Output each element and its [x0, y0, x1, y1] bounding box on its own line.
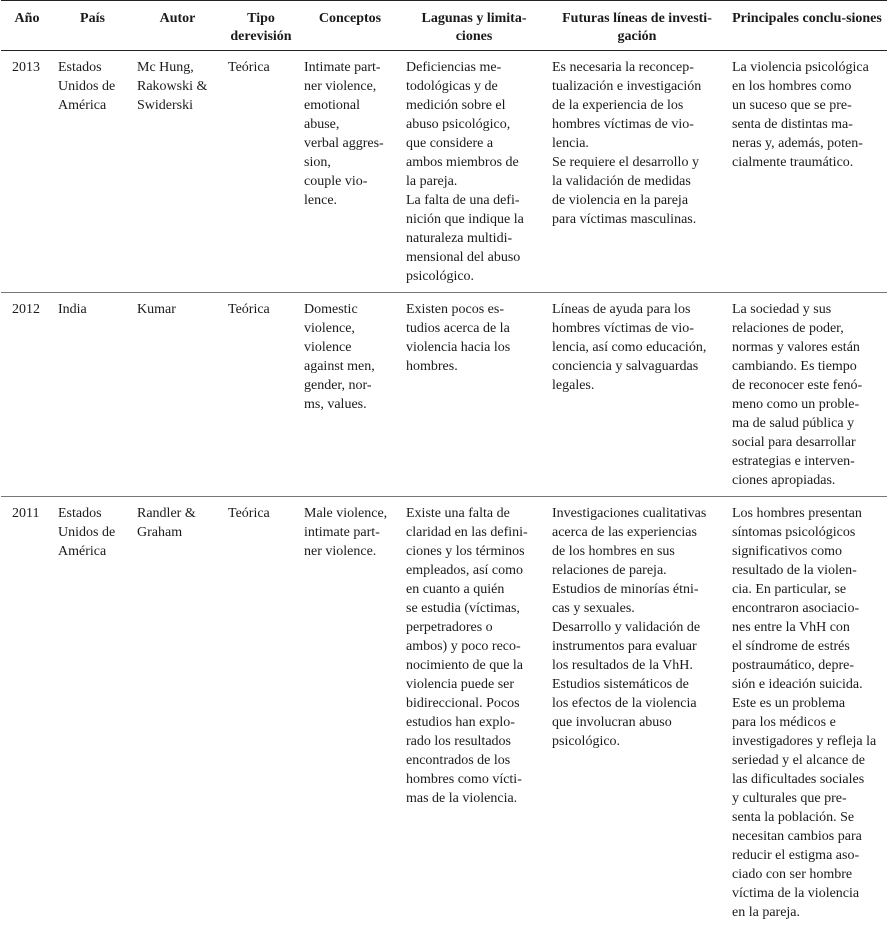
text-line: resultado de la violen-: [732, 561, 882, 580]
text-line: de violencia en la pareja: [552, 191, 722, 210]
text-line: mas de la violencia.: [406, 789, 542, 808]
cell-review-type: Teórica: [223, 51, 299, 293]
text-line: Kumar: [137, 300, 218, 319]
text-line: intimate part-: [304, 523, 396, 542]
table-row: [1, 497, 887, 928]
text-line: hombres víctimas de vio-: [552, 319, 722, 338]
text-line: todológicas y de: [406, 77, 542, 96]
text-line: Unidos de: [58, 77, 127, 96]
cell-gaps: [401, 51, 547, 293]
header-review-type: [223, 1, 299, 51]
cell-future-lines: [547, 51, 727, 293]
text-line: lence.: [304, 191, 396, 210]
text-line: sion,: [304, 153, 396, 172]
text-line: Se requiere el desarrollo y: [552, 153, 722, 172]
text-line: La falta de una defi-: [406, 191, 542, 210]
text-line: ciado con ser hombre: [732, 865, 882, 884]
header-concepts: Conceptos: [299, 1, 401, 51]
text-line: gación: [618, 29, 657, 44]
text-line: significativos como: [732, 542, 882, 561]
text-line: violence,: [304, 319, 396, 338]
header-future-lines: [547, 1, 727, 51]
text-line: sión e ideación suicida.: [732, 675, 882, 694]
text-line: Líneas de ayuda para los: [552, 300, 722, 319]
text-line: reducir el estigma aso-: [732, 846, 882, 865]
cell-gaps: [401, 293, 547, 497]
text-line: acerca de las experiencias: [552, 523, 722, 542]
text-line: Graham: [137, 523, 218, 542]
text-line: cia. En particular, se: [732, 580, 882, 599]
text-line: ciones apropiadas.: [732, 471, 882, 490]
cell-year: 2011: [1, 497, 53, 928]
cell-concepts: [299, 293, 401, 497]
cell-year: 2012: [1, 293, 53, 497]
text-line: violence: [304, 338, 396, 357]
text-line: Lagunas y limita-: [421, 11, 526, 26]
text-line: Deficiencias me-: [406, 58, 542, 77]
text-line: los resultados de la VhH.: [552, 656, 722, 675]
cell-review-type: Teórica: [223, 293, 299, 497]
text-line: estudios han explo-: [406, 713, 542, 732]
text-line: Estudios sistemáticos de: [552, 675, 722, 694]
text-line: Futuras líneas de investi-: [562, 11, 712, 26]
text-line: Mc Hung,: [137, 58, 218, 77]
text-line: meno como un proble-: [732, 395, 882, 414]
text-line: ner violence,: [304, 77, 396, 96]
text-line: Principales conclu-: [732, 11, 846, 26]
text-line: para los médicos e: [732, 713, 882, 732]
text-line: ambos) y poco reco-: [406, 637, 542, 656]
text-line: Los hombres presentan: [732, 504, 882, 523]
text-line: gender, nor-: [304, 376, 396, 395]
text-line: ner violence.: [304, 542, 396, 561]
text-line: un suceso que se pre-: [732, 96, 882, 115]
text-line: necesitan cambios para: [732, 827, 882, 846]
text-line: verbal aggres-: [304, 134, 396, 153]
text-line: psicológico.: [552, 732, 722, 751]
text-line: senta la población. Se: [732, 808, 882, 827]
text-line: Este es un problema: [732, 694, 882, 713]
cell-future-lines: [547, 293, 727, 497]
text-line: y culturales que pre-: [732, 789, 882, 808]
text-line: síntomas psicológicos: [732, 523, 882, 542]
text-line: normas y valores están: [732, 338, 882, 357]
text-line: naturaleza multidi-: [406, 229, 542, 248]
text-line: relaciones de poder,: [732, 319, 882, 338]
text-line: América: [58, 96, 127, 115]
text-line: Investigaciones cualitativas: [552, 504, 722, 523]
cell-author: [132, 293, 223, 497]
text-line: empleados, así como: [406, 561, 542, 580]
review-table: [1, 0, 887, 928]
cell-author: [132, 51, 223, 293]
text-line: neras y, además, poten-: [732, 134, 882, 153]
text-line: psicológico.: [406, 267, 542, 286]
text-line: hombres como vícti-: [406, 770, 542, 789]
text-line: de los hombres en sus: [552, 542, 722, 561]
text-line: investigadores y refleja la: [732, 732, 882, 751]
text-line: abuso psicológico,: [406, 115, 542, 134]
text-line: tualización e investigación: [552, 77, 722, 96]
text-line: mensional del abuso: [406, 248, 542, 267]
header-row: [1, 1, 887, 51]
text-line: Intimate part-: [304, 58, 396, 77]
text-line: ma de salud pública y: [732, 414, 882, 433]
text-line: violencia hacia los: [406, 338, 542, 357]
text-line: Estudios de minorías étni-: [552, 580, 722, 599]
text-line: seriedad y el alcance de: [732, 751, 882, 770]
text-line: Estados: [58, 504, 127, 523]
text-line: lencia.: [552, 134, 722, 153]
text-line: social para desarrollar: [732, 433, 882, 452]
cell-future-lines: [547, 497, 727, 928]
text-line: cambiando. Es tiempo: [732, 357, 882, 376]
text-line: nocimiento de que la: [406, 656, 542, 675]
text-line: cas y sexuales.: [552, 599, 722, 618]
header-author: Autor: [132, 1, 223, 51]
text-line: Rakowski &: [137, 77, 218, 96]
text-line: senta de distintas ma-: [732, 115, 882, 134]
text-line: Estados: [58, 58, 127, 77]
text-line: perpetradores o: [406, 618, 542, 637]
text-line: Unidos de: [58, 523, 127, 542]
text-line: para víctimas masculinas.: [552, 210, 722, 229]
text-line: que considere a: [406, 134, 542, 153]
text-line: que involucran abuso: [552, 713, 722, 732]
text-line: Desarrollo y validación de: [552, 618, 722, 637]
text-line: Randler &: [137, 504, 218, 523]
text-line: víctima de la violencia: [732, 884, 882, 903]
text-line: ms, values.: [304, 395, 396, 414]
table-row: [1, 51, 887, 293]
table-body: [1, 51, 887, 928]
text-line: La violencia psicológica: [732, 58, 882, 77]
text-line: hombres.: [406, 357, 542, 376]
text-line: cialmente traumático.: [732, 153, 882, 172]
text-line: bidireccional. Pocos: [406, 694, 542, 713]
text-line: rado los resultados: [406, 732, 542, 751]
header-year: Año: [1, 1, 53, 51]
text-line: India: [58, 300, 127, 319]
text-line: nes entre la VhH con: [732, 618, 882, 637]
text-line: los efectos de la violencia: [552, 694, 722, 713]
cell-country: [53, 51, 132, 293]
text-line: tudios acerca de la: [406, 319, 542, 338]
header-conclusions: [727, 1, 887, 51]
cell-review-type: Teórica: [223, 497, 299, 928]
cell-conclusions: [727, 51, 887, 293]
text-line: encontraron asociacio-: [732, 599, 882, 618]
text-line: hombres víctimas de vio-: [552, 115, 722, 134]
text-line: emotional: [304, 96, 396, 115]
text-line: el síndrome de estrés: [732, 637, 882, 656]
text-line: relaciones de pareja.: [552, 561, 722, 580]
text-line: medición sobre el: [406, 96, 542, 115]
text-line: se estudia (víctimas,: [406, 599, 542, 618]
text-line: against men,: [304, 357, 396, 376]
text-line: Es necesaria la reconcep-: [552, 58, 722, 77]
table-header: [1, 1, 887, 51]
text-line: en los hombres como: [732, 77, 882, 96]
text-line: ciones y los términos: [406, 542, 542, 561]
cell-gaps: [401, 497, 547, 928]
text-line: La sociedad y sus: [732, 300, 882, 319]
text-line: Male violence,: [304, 504, 396, 523]
text-line: en cuanto a quién: [406, 580, 542, 599]
text-line: Domestic: [304, 300, 396, 319]
text-line: las dificultades sociales: [732, 770, 882, 789]
cell-conclusions: [727, 293, 887, 497]
table-row: [1, 293, 887, 497]
text-line: América: [58, 542, 127, 561]
cell-country: [53, 293, 132, 497]
cell-country: [53, 497, 132, 928]
text-line: abuse,: [304, 115, 396, 134]
cell-conclusions: [727, 497, 887, 928]
text-line: ambos miembros de: [406, 153, 542, 172]
text-line: couple vio-: [304, 172, 396, 191]
text-line: de la experiencia de los: [552, 96, 722, 115]
text-line: Existen pocos es-: [406, 300, 542, 319]
text-line: Existe una falta de: [406, 504, 542, 523]
text-line: encontrados de los: [406, 751, 542, 770]
text-line: Swiderski: [137, 96, 218, 115]
text-line: violencia puede ser: [406, 675, 542, 694]
header-country: País: [53, 1, 132, 51]
text-line: estrategias e interven-: [732, 452, 882, 471]
text-line: de reconocer este fenó-: [732, 376, 882, 395]
text-line: la validación de medidas: [552, 172, 722, 191]
text-line: Tipo de: [230, 11, 274, 44]
cell-concepts: [299, 51, 401, 293]
text-line: la pareja.: [406, 172, 542, 191]
text-line: nición que indique la: [406, 210, 542, 229]
cell-year: 2013: [1, 51, 53, 293]
header-gaps: [401, 1, 547, 51]
text-line: lencia, así como educación,: [552, 338, 722, 357]
text-line: postraumático, depre-: [732, 656, 882, 675]
text-line: instrumentos para evaluar: [552, 637, 722, 656]
cell-author: [132, 497, 223, 928]
cell-concepts: [299, 497, 401, 928]
text-line: conciencia y salvaguardas: [552, 357, 722, 376]
text-line: legales.: [552, 376, 722, 395]
text-line: en la pareja.: [732, 903, 882, 922]
text-line: revisión: [244, 29, 291, 44]
text-line: siones: [846, 11, 882, 26]
text-line: claridad en las defini-: [406, 523, 542, 542]
text-line: ciones: [456, 29, 493, 44]
